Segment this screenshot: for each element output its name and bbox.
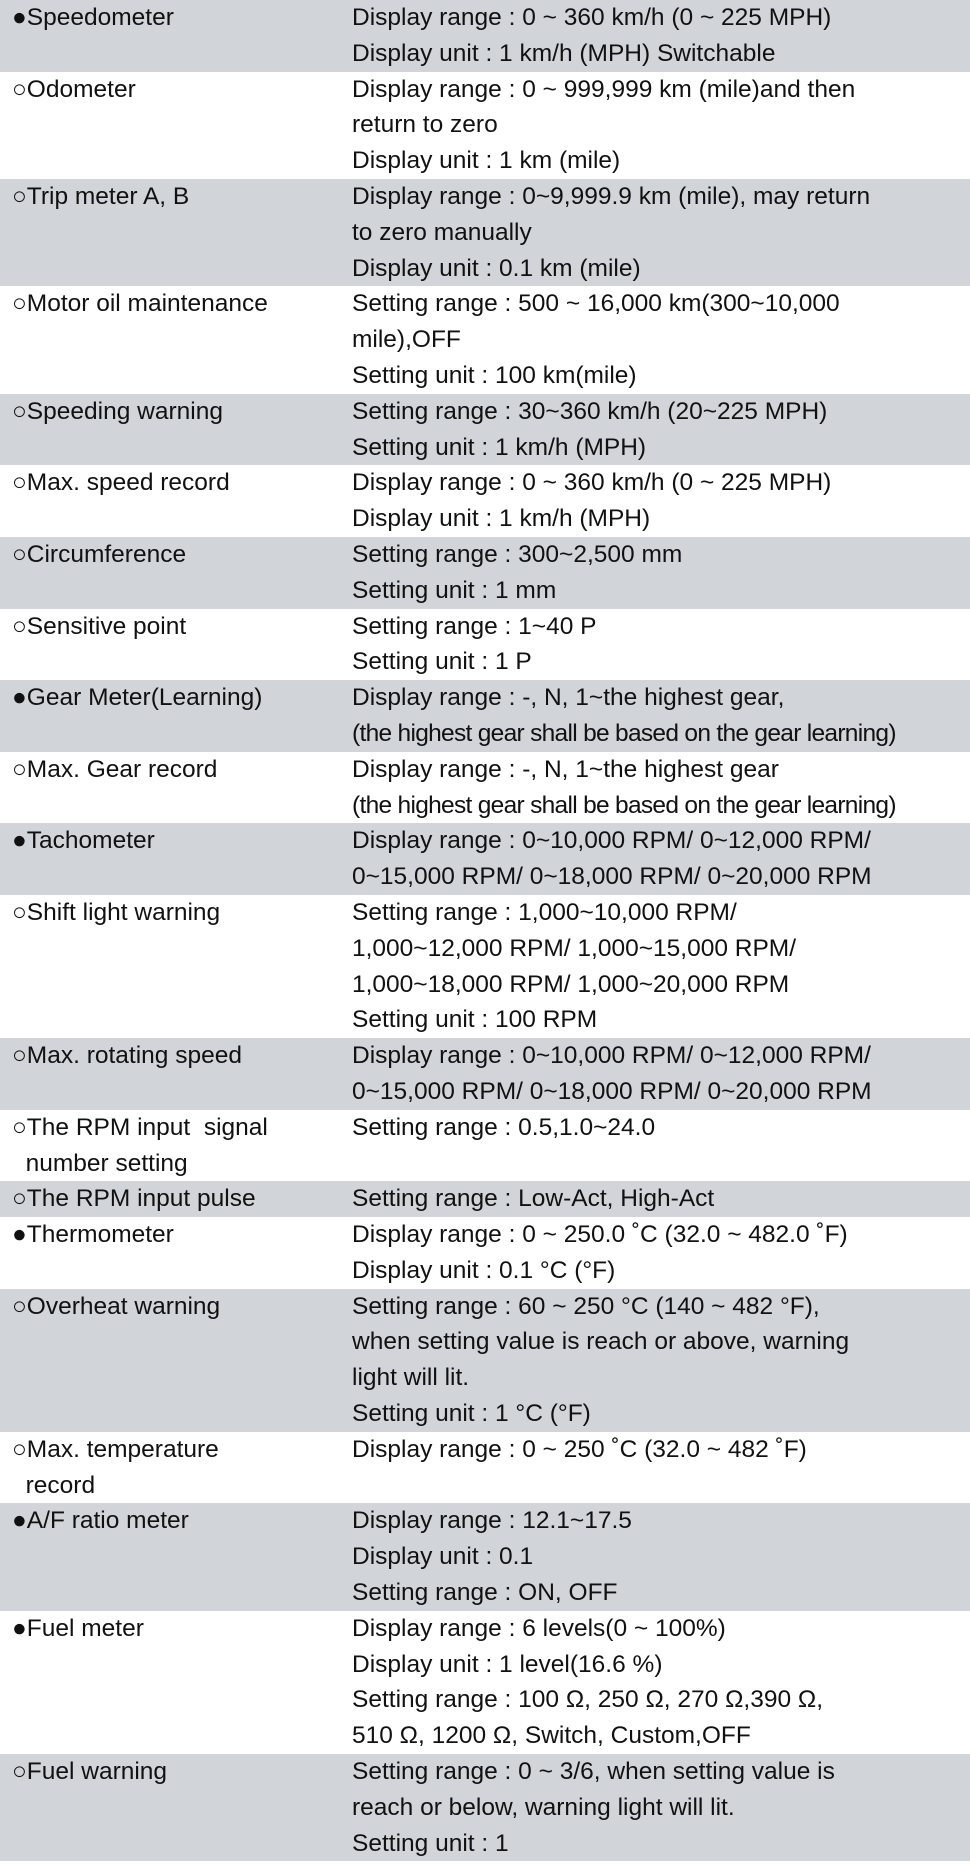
spec-row bbox=[0, 1110, 970, 1182]
detail-line: Setting unit : 1 P bbox=[352, 648, 532, 676]
detail-line: (the highest gear shall be based on the gear learning) bbox=[352, 719, 896, 747]
feature-details bbox=[352, 72, 970, 179]
feature-details bbox=[352, 680, 970, 752]
detail-line: Display unit : 0.1 °C (°F) bbox=[352, 1256, 616, 1284]
feature-name: ○Trip meter A, B bbox=[12, 182, 190, 210]
feature-details bbox=[352, 537, 970, 609]
detail-line: Display unit : 1 km/h (MPH) bbox=[352, 505, 651, 533]
feature-details bbox=[352, 1217, 970, 1289]
feature-details bbox=[352, 1289, 970, 1432]
feature-name: ●Thermometer bbox=[12, 1221, 174, 1249]
detail-line: Display unit : 1 km (mile) bbox=[352, 147, 621, 175]
detail-line: Setting range : 100 Ω, 250 Ω, 270 Ω,390 Ω, bbox=[352, 1686, 824, 1714]
spec-row bbox=[0, 823, 970, 895]
detail-line: Setting range : 1~40 P bbox=[352, 612, 597, 640]
feature-details bbox=[352, 1503, 970, 1610]
detail-line: Setting unit : 1 mm bbox=[352, 576, 557, 604]
spec-row bbox=[0, 1503, 970, 1610]
detail-line: 510 Ω, 1200 Ω, Switch, Custom,OFF bbox=[352, 1722, 751, 1750]
detail-line: Display range : 6 levels(0 ~ 100%) bbox=[352, 1614, 726, 1642]
spec-row bbox=[0, 286, 970, 393]
feature-details bbox=[352, 752, 970, 824]
spec-row bbox=[0, 1181, 970, 1217]
detail-line: Display range : 0~10,000 RPM/ 0~12,000 RPM/ bbox=[352, 1042, 871, 1070]
detail-line: Setting range : 0 ~ 3/6, when setting value is bbox=[352, 1758, 835, 1786]
detail-line: 0~15,000 RPM/ 0~18,000 RPM/ 0~20,000 RPM bbox=[352, 863, 872, 891]
detail-line: Setting unit : 100 RPM bbox=[352, 1006, 598, 1034]
detail-line: Display range : 0~10,000 RPM/ 0~12,000 RPM/ bbox=[352, 827, 871, 855]
detail-line: Display unit : 1 km/h (MPH) Switchable bbox=[352, 39, 776, 67]
feature-name: ○The RPM input signal number setting bbox=[12, 1113, 268, 1177]
spec-row bbox=[0, 1754, 970, 1861]
detail-line: Setting range : ON, OFF bbox=[352, 1579, 618, 1607]
feature-name: ●Tachometer bbox=[12, 827, 155, 855]
detail-line: Display range : 0~9,999.9 km (mile), may return bbox=[352, 182, 871, 210]
detail-line: Display unit : 1 level(16.6 %) bbox=[352, 1650, 663, 1678]
detail-line: return to zero bbox=[352, 111, 498, 139]
feature-details bbox=[352, 895, 970, 1038]
detail-line: Display range : 0 ~ 360 km/h (0 ~ 225 MPH) bbox=[352, 469, 832, 497]
detail-line: 1,000~12,000 RPM/ 1,000~15,000 RPM/ bbox=[352, 934, 797, 962]
spec-row bbox=[0, 537, 970, 609]
detail-line: Setting range : 0.5,1.0~24.0 bbox=[352, 1113, 656, 1141]
feature-name: ○Max. Gear record bbox=[12, 755, 218, 783]
feature-details bbox=[352, 465, 970, 537]
feature-details bbox=[352, 823, 970, 895]
spec-row bbox=[0, 895, 970, 1038]
detail-line: Setting range : 500 ~ 16,000 km(300~10,000 bbox=[352, 290, 840, 318]
detail-line: Display range : 12.1~17.5 bbox=[352, 1507, 632, 1535]
feature-details bbox=[352, 286, 970, 393]
detail-line: Setting range : 30~360 km/h (20~225 MPH) bbox=[352, 397, 828, 425]
detail-line: Setting unit : 1 bbox=[352, 1829, 509, 1857]
feature-name: ○Sensitive point bbox=[12, 612, 187, 640]
detail-line: Setting unit : 1 km/h (MPH) bbox=[352, 433, 647, 461]
feature-name: ●A/F ratio meter bbox=[12, 1507, 189, 1535]
spec-row bbox=[0, 0, 970, 72]
feature-details bbox=[352, 1110, 970, 1182]
spec-row bbox=[0, 609, 970, 681]
feature-name: ○The RPM input pulse bbox=[12, 1185, 256, 1213]
detail-line: 0~15,000 RPM/ 0~18,000 RPM/ 0~20,000 RPM bbox=[352, 1077, 872, 1105]
spec-row bbox=[0, 394, 970, 466]
feature-name: ○Max. temperature record bbox=[12, 1435, 219, 1499]
detail-line: Setting range : 1,000~10,000 RPM/ bbox=[352, 898, 737, 926]
detail-line: Display range : 0 ~ 250 ˚C (32.0 ~ 482 ˚F) bbox=[352, 1435, 807, 1463]
feature-name: ○Overheat warning bbox=[12, 1292, 221, 1320]
spec-row bbox=[0, 1289, 970, 1432]
detail-line: Setting range : Low-Act, High-Act bbox=[352, 1185, 715, 1213]
spec-row bbox=[0, 680, 970, 752]
feature-name: ○Motor oil maintenance bbox=[12, 290, 268, 318]
detail-line: Display range : -, N, 1~the highest gear, bbox=[352, 684, 785, 712]
feature-details bbox=[352, 1038, 970, 1110]
feature-details bbox=[352, 609, 970, 681]
feature-name: ●Gear Meter(Learning) bbox=[12, 684, 263, 712]
feature-name: ○Circumference bbox=[12, 540, 187, 568]
feature-name: ○Max. rotating speed bbox=[12, 1042, 242, 1070]
spec-row bbox=[0, 1432, 970, 1504]
feature-name: ○Odometer bbox=[12, 75, 136, 103]
detail-line: Display unit : 0.1 bbox=[352, 1543, 534, 1571]
detail-line: when setting value is reach or above, warning bbox=[352, 1328, 850, 1356]
feature-name: ●Fuel meter bbox=[12, 1614, 144, 1642]
feature-details bbox=[352, 1611, 970, 1754]
detail-line: Display range : -, N, 1~the highest gear bbox=[352, 755, 779, 783]
detail-line: Setting range : 60 ~ 250 °C (140 ~ 482 °F), bbox=[352, 1292, 820, 1320]
spec-row bbox=[0, 1611, 970, 1754]
detail-line: light will lit. bbox=[352, 1364, 470, 1392]
detail-line: Setting unit : 100 km(mile) bbox=[352, 361, 637, 389]
spec-row bbox=[0, 179, 970, 286]
detail-line: mile),OFF bbox=[352, 326, 461, 354]
detail-line: Setting unit : 1 °C (°F) bbox=[352, 1400, 591, 1428]
feature-details bbox=[352, 1181, 970, 1217]
spec-row bbox=[0, 465, 970, 537]
feature-name: ○Speeding warning bbox=[12, 397, 223, 425]
feature-details bbox=[352, 394, 970, 466]
feature-details bbox=[352, 1754, 970, 1861]
feature-details bbox=[352, 179, 970, 286]
feature-name: ○Max. speed record bbox=[12, 469, 230, 497]
feature-name: ○Fuel warning bbox=[12, 1758, 168, 1786]
feature-name: ●Speedometer bbox=[12, 4, 174, 31]
detail-line: 1,000~18,000 RPM/ 1,000~20,000 RPM bbox=[352, 970, 790, 998]
spec-row bbox=[0, 752, 970, 824]
feature-details bbox=[352, 1432, 970, 1504]
detail-line: Display range : 0 ~ 360 km/h (0 ~ 225 MPH) bbox=[352, 4, 832, 31]
spec-row bbox=[0, 1038, 970, 1110]
spec-row bbox=[0, 72, 970, 179]
spec-row bbox=[0, 1217, 970, 1289]
detail-line: to zero manually bbox=[352, 218, 532, 246]
detail-line: Setting range : 300~2,500 mm bbox=[352, 540, 683, 568]
detail-line: Display unit : 0.1 km (mile) bbox=[352, 254, 641, 282]
feature-details bbox=[352, 0, 970, 72]
feature-name: ○Shift light warning bbox=[12, 898, 221, 926]
detail-line: Display range : 0 ~ 999,999 km (mile)and then bbox=[352, 75, 856, 103]
detail-line: reach or below, warning light will lit. bbox=[352, 1793, 735, 1821]
detail-line: (the highest gear shall be based on the gear learning) bbox=[352, 791, 896, 819]
detail-line: Display range : 0 ~ 250.0 ˚C (32.0 ~ 482.0 ˚F) bbox=[352, 1221, 848, 1249]
